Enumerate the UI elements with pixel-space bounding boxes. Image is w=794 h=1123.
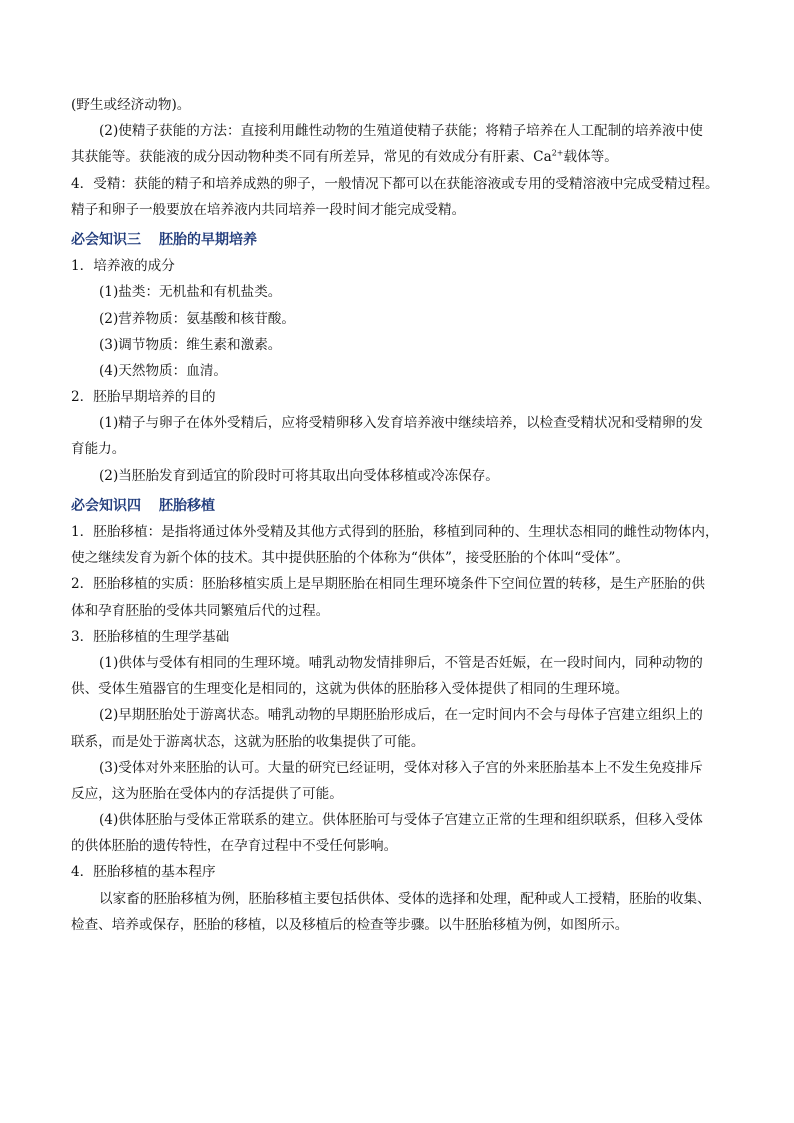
text-span: 载体等。 xyxy=(563,149,618,166)
text-line: (2)当胚胎发育到适宜的阶段时可将其取出向受体移植或冷冻保存。 xyxy=(99,467,499,484)
section-heading xyxy=(71,493,725,519)
text-line: 的供体胚胎的遗传特性，在孕育过程中不受任何影响。 xyxy=(71,838,398,855)
text-line: (3)受体对外来胚胎的认可。大量的研究已经证明，受体对移入子宫的外来胚胎基本上不发生免疫排斥 xyxy=(99,759,703,776)
text-line: (2)早期胚胎处于游离状态。哺乳动物的早期胚胎形成后，在一定时间内不会与母体子宫建立组织上的 xyxy=(99,707,703,724)
text-line: 4．胚胎移植的基本程序 xyxy=(71,864,216,881)
section-title: 胚胎移植 xyxy=(159,497,215,514)
document-page xyxy=(71,92,725,938)
text-line: (1)盐类：无机盐和有机盐类。 xyxy=(99,284,282,301)
section-title: 胚胎的早期培养 xyxy=(159,231,257,248)
text-line: 以家畜的胚胎移植为例，胚胎移植主要包括供体、受体的选择和处理，配种或人工授精，胚胎的收集、 xyxy=(99,890,711,907)
text-line: 育能力。 xyxy=(71,441,126,458)
text-line: (野生或经济动物)。 xyxy=(71,97,191,113)
text-line: (1)供体与受体有相同的生理环境。哺乳动物发情排卵后，不管是否妊娠，在一段时间内，同种动物的 xyxy=(99,654,703,671)
text-line: 3．胚胎移植的生理学基础 xyxy=(71,628,230,645)
text-line xyxy=(71,144,725,170)
text-line: 反应，这为胚胎在受体内的存活提供了可能。 xyxy=(71,785,343,802)
text-line: 联系，而是处于游离状态，这就为胚胎的收集提供了可能。 xyxy=(71,733,425,750)
text-line: (4)供体胚胎与受体正常联系的建立。供体胚胎可与受体子宫建立正常的生理和组织联系，但移入受体 xyxy=(99,812,703,829)
section-heading xyxy=(71,227,725,253)
text-line: (2)使精子获能的方法：直接利用雌性动物的生殖道使精子获能；将精子培养在人工配制的培养液中使 xyxy=(99,123,703,140)
text-line: 4．受精：获能的精子和培养成熟的卵子，一般情况下都可以在获能溶液或专用的受精溶液中完成受精过程。 xyxy=(71,175,719,192)
text-line: 使之继续发育为新个体的技术。其中提供胚胎的个体称为“供体”，接受胚胎的个体叫“受体”。 xyxy=(71,550,629,567)
text-line: 供、受体生殖器官的生理变化是相同的，这就为供体的胚胎移入受体提供了相同的生理环境。 xyxy=(71,681,629,698)
text-line: (2)营养物质：氨基酸和核苷酸。 xyxy=(99,310,295,327)
text-span: 其获能等。获能液的成分因动物种类不同有所差异，常见的有效成分有肝素、Ca xyxy=(71,149,552,166)
text-line: 体和孕育胚胎的受体共同繁殖后代的过程。 xyxy=(71,602,330,619)
text-line: 精子和卵子一般要放在培养液内共同培养一段时间才能完成受精。 xyxy=(71,201,466,218)
text-line: (3)调节物质：维生素和激素。 xyxy=(99,336,282,353)
section-number: 必会知识三 xyxy=(71,231,141,248)
superscript: 2+ xyxy=(551,148,564,158)
text-line: 2．胚胎移植的实质：胚胎移植实质上是早期胚胎在相同生理环境条件下空间位置的转移，是生产胚胎的供 xyxy=(71,576,705,593)
text-line: 2．胚胎早期培养的目的 xyxy=(71,389,216,406)
text-line: 检查、培养或保存，胚胎的移植，以及移植后的检查等步骤。以牛胚胎移植为例，如图所示。 xyxy=(71,916,629,933)
text-line: (4)天然物质：血清。 xyxy=(99,362,228,379)
text-line: 1．培养液的成分 xyxy=(71,258,175,275)
section-number: 必会知识四 xyxy=(71,497,141,514)
text-line: 1．胚胎移植：是指将通过体外受精及其他方式得到的胚胎，移植到同种的、生理状态相同的雌性动物体内， xyxy=(71,524,719,540)
text-line: (1)精子与卵子在体外受精后，应将受精卵移入发育培养液中继续培养，以检查受精状况和受精卵的发 xyxy=(99,415,703,432)
